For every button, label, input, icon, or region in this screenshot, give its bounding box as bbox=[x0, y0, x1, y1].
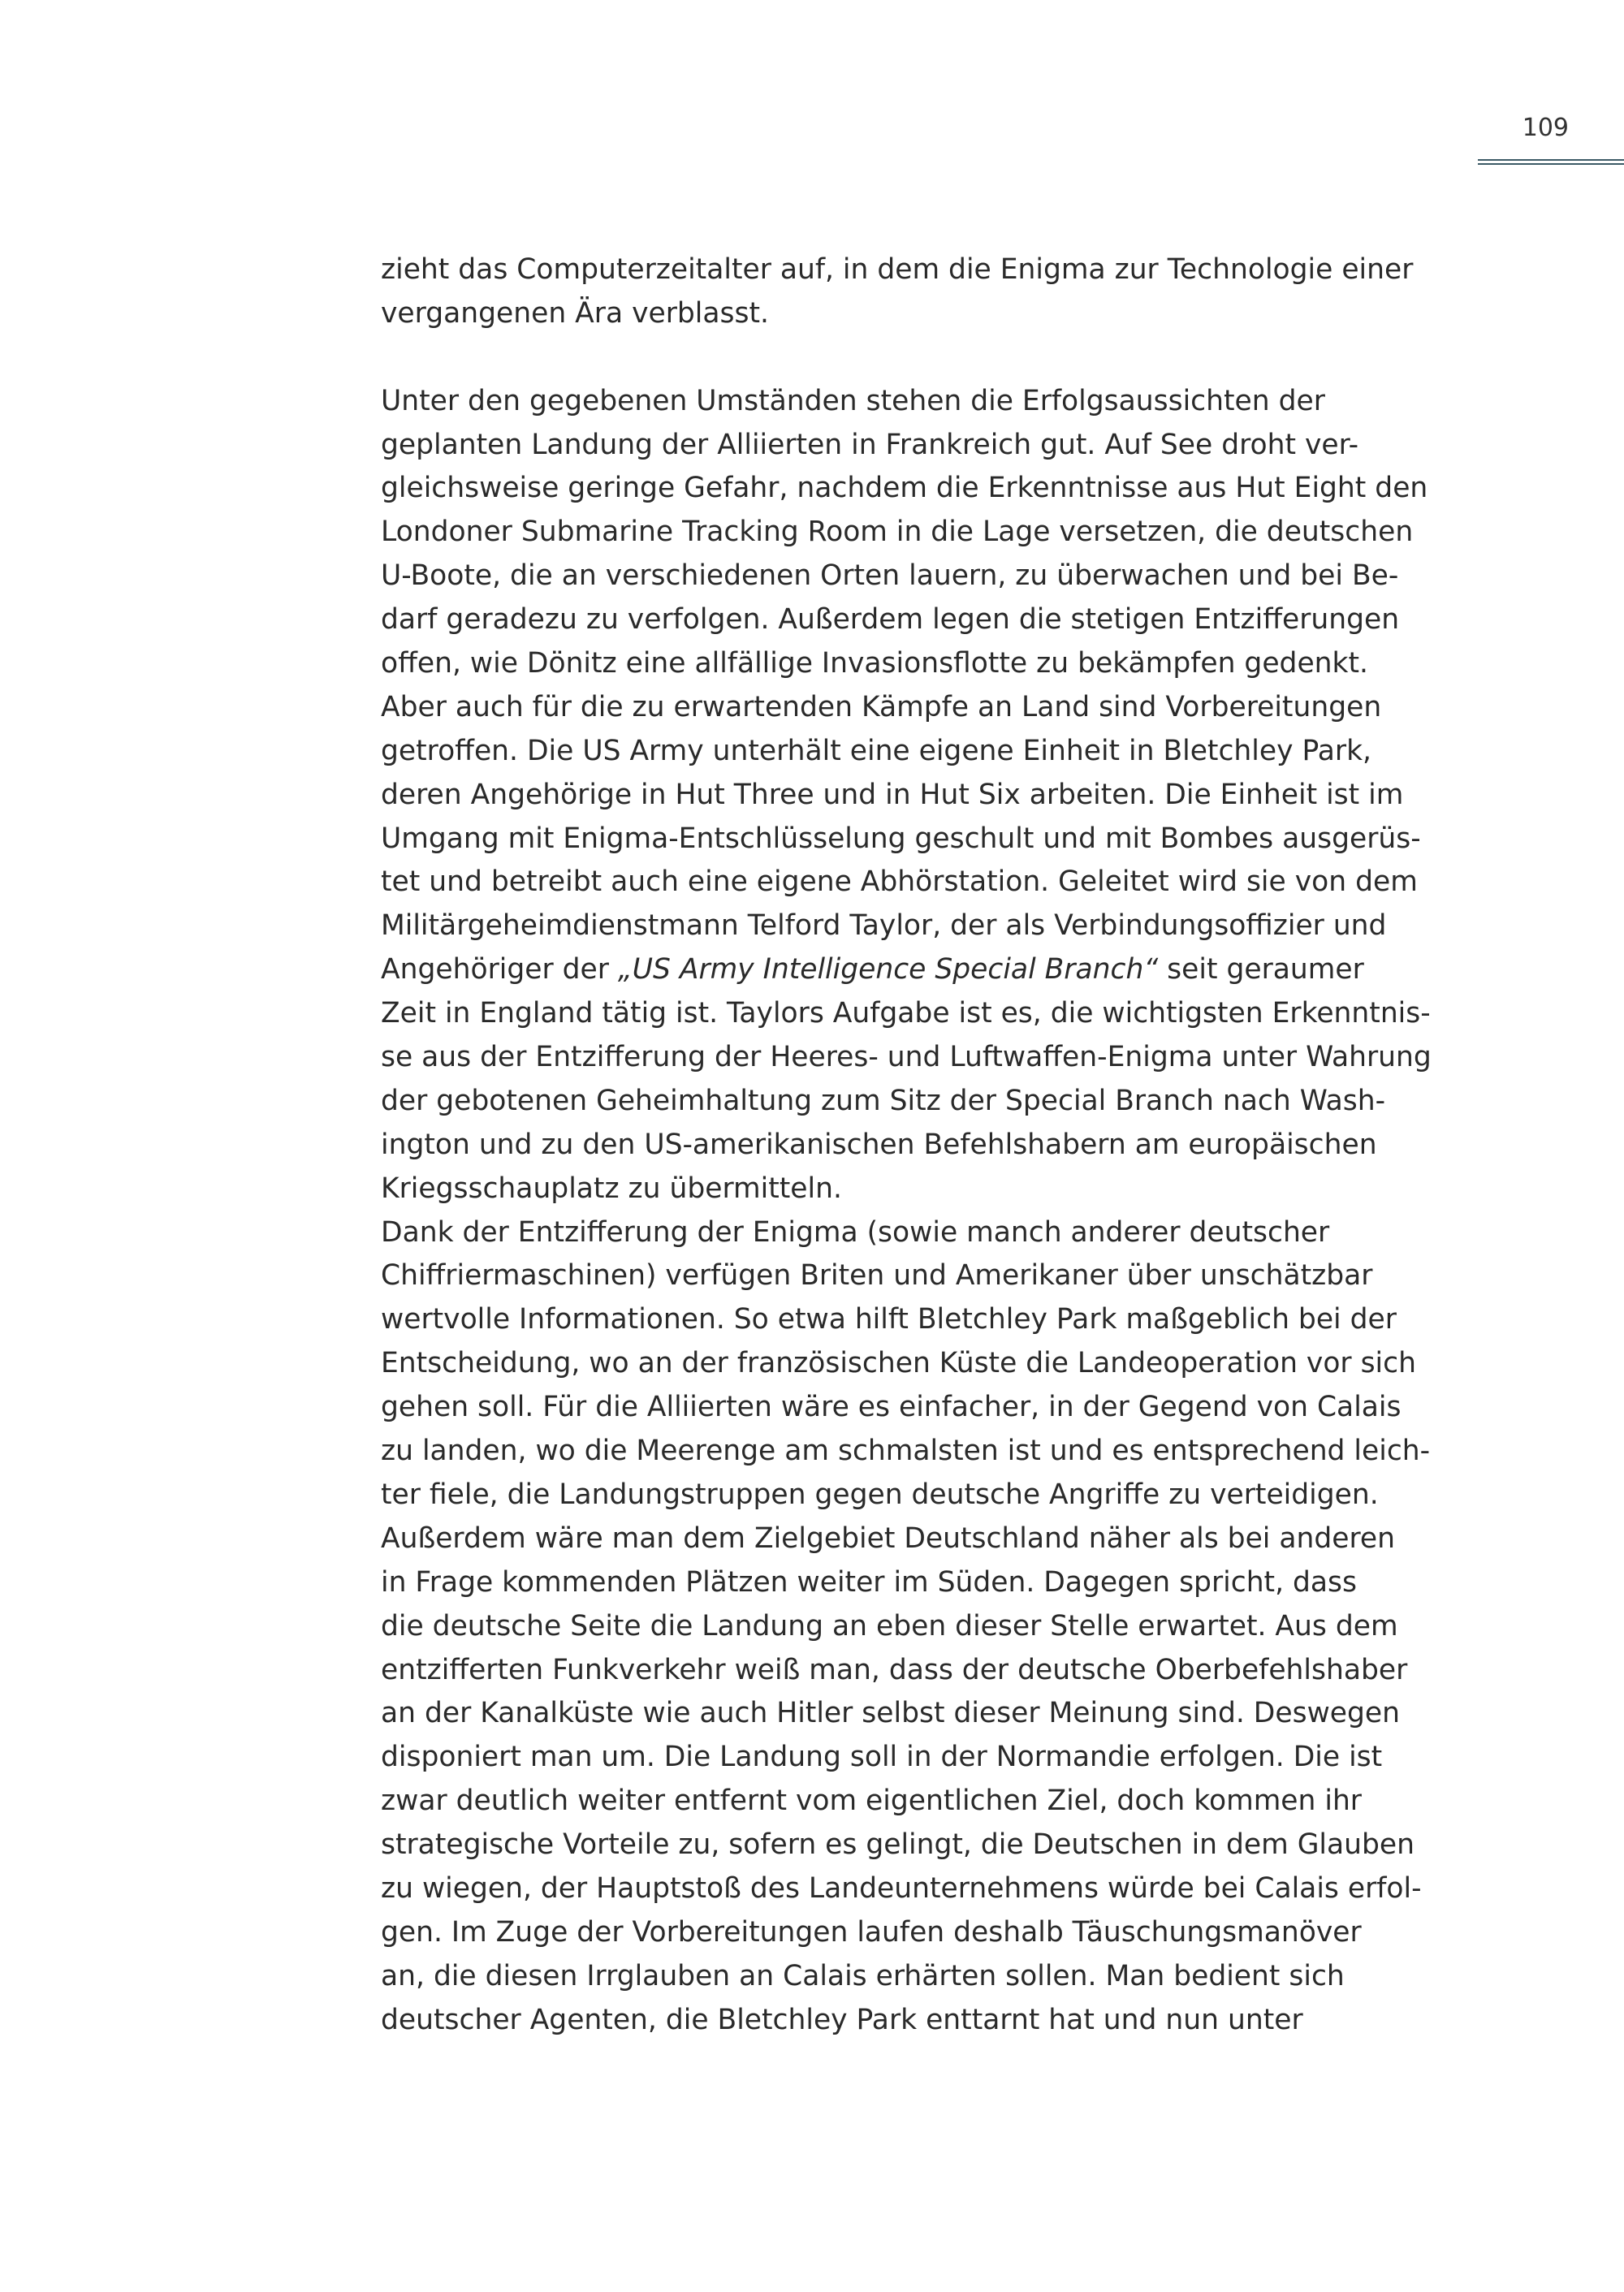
text-line: ter fiele, die Landungstruppen gegen deutsche Angriffe zu verteidigen. bbox=[381, 1478, 1379, 1511]
paragraph-3 bbox=[381, 1211, 1461, 2043]
text-line: Londoner Submarine Tracking Room in die Lage versetzen, die deutschen bbox=[381, 516, 1414, 549]
text-line: gleichsweise geringe Gefahr, nachdem die Erkenntnisse aus Hut Eight den bbox=[381, 472, 1428, 505]
header-rule bbox=[1478, 159, 1624, 166]
text-line: gen. Im Zuge der Vorbereitungen laufen deshalb Täuschungsmanöver bbox=[381, 1915, 1362, 1949]
text-line: se aus der Entzifferung der Heeres- und Luftwaffen-Enigma unter Wahrung bbox=[381, 1041, 1432, 1074]
text-line: Zeit in England tätig ist. Taylors Aufgabe ist es, die wichtigsten Erkenntnis- bbox=[381, 997, 1431, 1030]
text-line: geplanten Landung der Alliierten in Frankreich gut. Auf See droht ver- bbox=[381, 428, 1359, 461]
text-line: tet und betreibt auch eine eigene Abhörstation. Geleitet wird sie von dem bbox=[381, 865, 1418, 899]
text-line: Umgang mit Enigma-Entschlüsselung geschult und mit Bombes ausgerüs- bbox=[381, 822, 1421, 855]
text-segment: Angehöriger der bbox=[381, 953, 618, 986]
page-number: 109 bbox=[1522, 114, 1569, 142]
text-line: getroffen. Die US Army unterhält eine eigene Einheit in Bletchley Park, bbox=[381, 734, 1372, 767]
header-rule-line bbox=[1478, 163, 1624, 165]
text-line: entzifferten Funkverkehr weiß man, dass der deutsche Oberbefehlshaber bbox=[381, 1653, 1408, 1686]
text-line: gehen soll. Für die Alliierten wäre es einfacher, in der Gegend von Calais bbox=[381, 1391, 1402, 1424]
text-line: Chiffriermaschinen) verfügen Briten und Amerikaner über unschätzbar bbox=[381, 1259, 1373, 1293]
text-line: U-Boote, die an verschiedenen Orten lauern, zu überwachen und bei Be- bbox=[381, 559, 1399, 593]
text-line: an der Kanalküste wie auch Hitler selbst dieser Meinung sind. Deswegen bbox=[381, 1697, 1401, 1730]
text-line: Unter den gegebenen Umständen stehen die Erfolgsaussichten der bbox=[381, 384, 1325, 417]
text-line: zu landen, wo die Meerenge am schmalsten ist und es entsprechend leich- bbox=[381, 1435, 1431, 1468]
text-line: deren Angehörige in Hut Three und in Hut Six arbeiten. Die Einheit ist im bbox=[381, 778, 1404, 811]
text-line: Dank der Entzifferung der Enigma (sowie manch anderer deutscher bbox=[381, 1215, 1330, 1249]
text-line: an, die diesen Irrglauben an Calais erhärten sollen. Man bedient sich bbox=[381, 1959, 1345, 1992]
paragraph-gap bbox=[381, 336, 1461, 380]
italic-term: „US Army Intelligence Special Branch“ bbox=[617, 953, 1159, 986]
text-line: darf geradezu zu verfolgen. Außerdem legen die stetigen Entzifferungen bbox=[381, 603, 1400, 637]
text-line: in Frage kommenden Plätzen weiter im Süden. Dagegen spricht, dass bbox=[381, 1565, 1358, 1599]
text-line: der gebotenen Geheimhaltung zum Sitz der Special Branch nach Wash- bbox=[381, 1084, 1386, 1117]
text-line: Außerdem wäre man dem Zielgebiet Deutschland näher als bei anderen bbox=[381, 1522, 1396, 1555]
text-line: die deutsche Seite die Landung an eben dieser Stelle erwartet. Aus dem bbox=[381, 1609, 1398, 1642]
paragraph-1 bbox=[381, 248, 1461, 336]
text-line: Militärgeheimdienstmann Telford Taylor, der als Verbindungsoffizier und bbox=[381, 909, 1387, 943]
text-line: zieht das Computerzeitalter auf, in dem die Enigma zur Technologie einer bbox=[381, 253, 1414, 286]
text-line: Kriegsschauplatz zu übermitteln. bbox=[381, 1172, 842, 1205]
body-text bbox=[381, 248, 1461, 2043]
paragraph-2 bbox=[381, 380, 1461, 1211]
text-line: Aber auch für die zu erwartenden Kämpfe an Land sind Vorbereitungen bbox=[381, 690, 1382, 723]
text-line: zu wiegen, der Hauptstoß des Landeunternehmens würde bei Calais erfol- bbox=[381, 1871, 1422, 1905]
text-line: deutscher Agenten, die Bletchley Park enttarnt hat und nun unter bbox=[381, 2003, 1303, 2036]
text-line: wertvolle Informationen. So etwa hilft Bletchley Park maßgeblich bei der bbox=[381, 1303, 1397, 1336]
text-line: offen, wie Dönitz eine allfällige Invasionsflotte zu bekämpfen gedenkt. bbox=[381, 647, 1369, 680]
text-line: ington und zu den US-amerikanischen Befehlshabern am europäischen bbox=[381, 1128, 1377, 1161]
text-line: zwar deutlich weiter entfernt vom eigentlichen Ziel, doch kommen ihr bbox=[381, 1785, 1362, 1818]
text-line bbox=[381, 948, 1461, 992]
header-rule-line bbox=[1478, 159, 1624, 161]
text-line: Entscheidung, wo an der französischen Küste die Landeoperation vor sich bbox=[381, 1347, 1416, 1380]
text-line: vergangenen Ära verblasst. bbox=[381, 296, 769, 330]
text-segment: seit geraumer bbox=[1158, 953, 1364, 986]
text-line: disponiert man um. Die Landung soll in der Normandie erfolgen. Die ist bbox=[381, 1741, 1383, 1774]
text-line: strategische Vorteile zu, sofern es gelingt, die Deutschen in dem Glauben bbox=[381, 1828, 1415, 1862]
